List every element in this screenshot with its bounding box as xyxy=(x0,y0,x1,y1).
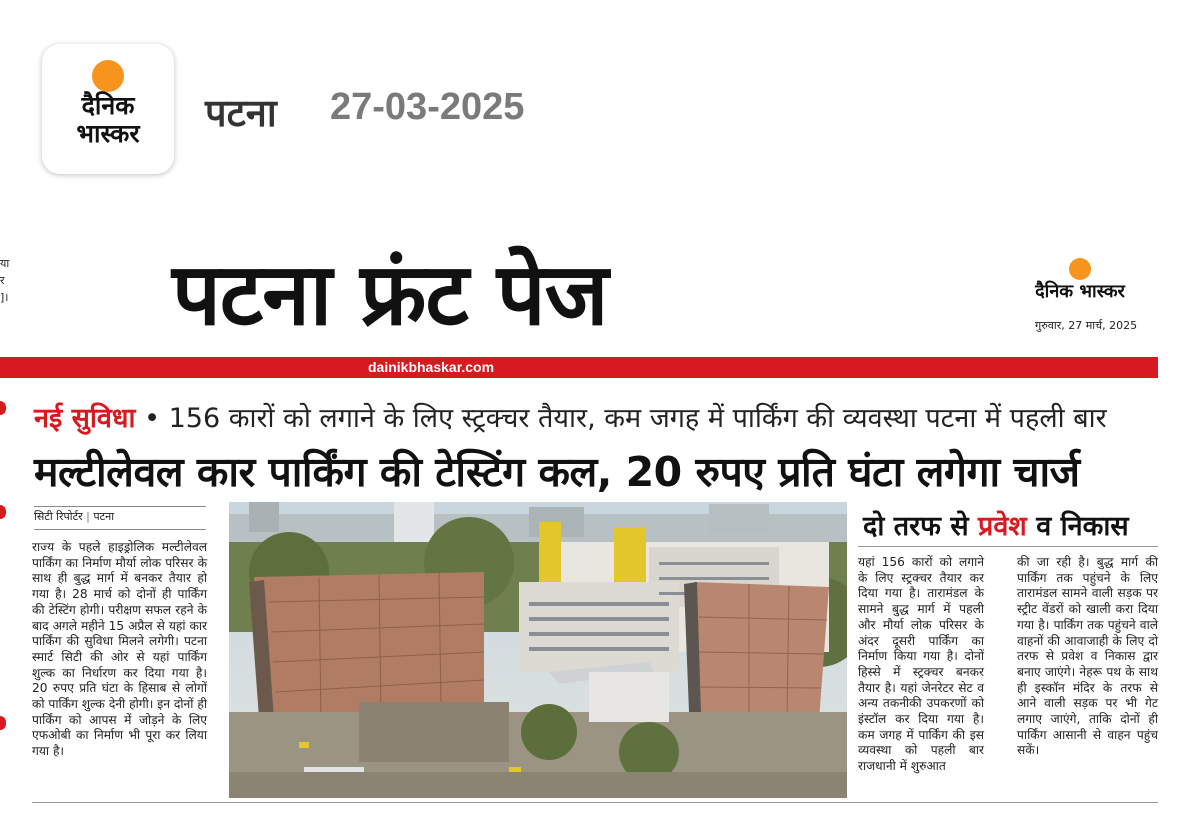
left-margin-text xyxy=(0,255,12,306)
byline xyxy=(34,506,206,524)
kicker-bullet: • xyxy=(144,403,161,434)
red-banner xyxy=(0,357,1158,378)
left-margin-line: र xyxy=(0,274,5,287)
byline-separator: | xyxy=(86,510,90,523)
masthead-date: गुरुवार, 27 मार्च, 2025 xyxy=(1035,319,1138,332)
headline: मल्टीलेवल कार पार्किंग की टेस्टिंग कल, 20 रुपए प्रति घंटा लगेगा चार्ज xyxy=(34,448,1080,496)
left-margin-line: या xyxy=(0,257,10,270)
divider xyxy=(858,546,1158,547)
subhead-pre: दो तरफ से xyxy=(863,511,979,542)
left-margin-line: ]। xyxy=(0,291,9,304)
parking-photo-illustration xyxy=(229,502,847,798)
sun-icon xyxy=(1069,258,1091,280)
sun-icon xyxy=(92,60,124,92)
article-body-left: राज्य के पहले हाइड्रोलिक मल्टीलेवल पार्किंग का निर्माण मौर्या लोक परिसर के साथ ही बुद्ध मार्ग में बनकर तैयार हो गया है। 28 मार्च को दोनों ही पार्किंग की टेस्टिंग होगी। परीक्षण सफल रहने के बाद अगले महीने 15 अप्रैल से यहां कार पार्किंग की सुविधा मिलने लगेगी। पटना स्मार्ट सिटी की ओर से यहां पार्किंग शुल्क का निर्धारण कर दिया गया है। 20 रुपए प्रति घंटा के हिसाब से लोगों को पार्किंग शुल्क देनी होगी। इन दोनों ही पार्किंग को आपस में जोड़ने के लिए एफओबी का निर्माण भी पूरा कर लिया गया है। xyxy=(32,540,207,759)
site-url[interactable]: dainikbhaskar.com xyxy=(368,359,495,375)
divider xyxy=(34,529,206,530)
parking-photo xyxy=(229,502,847,798)
byline-reporter: सिटी रिपोर्टर xyxy=(34,510,83,523)
margin-marker xyxy=(0,401,6,415)
subhead-highlight: प्रवेश xyxy=(978,511,1027,542)
kicker-text: 156 कारों को लगाने के लिए स्ट्रक्चर तैयार, कम जगह में पार्किंग की व्यवस्था पटना में पहली बार xyxy=(168,403,1107,434)
app-logo[interactable] xyxy=(42,44,174,174)
article-body-middle: यहां 156 कारों को लगाने के लिए स्ट्रक्चर तैयार कर दिया गया है। तारामंडल के सामने बुद्ध मार्ग में पहली और मौर्या लोक परिसर के अंदर दूसरी पार्किंग का निर्माण किया गया है। दोनों हिस्से में स्ट्रक्चर बनकर तैयार है। यहां जेनरेटर सेट व अन्य तकनीकी उपकरणों को इंस्टॉल कर दिया गया है। कम जगह में पार्किंग की इस व्यवस्था को पहली बार राजधानी में शुरुआत xyxy=(858,555,984,774)
divider xyxy=(32,802,1158,803)
edition-date: 27-03-2025 xyxy=(330,86,525,128)
kicker xyxy=(34,398,1107,435)
masthead xyxy=(1005,258,1155,332)
article-body-right: की जा रही है। बुद्ध मार्ग की पार्किंग तक पहुंचने के लिए तारामंडल सामने वाली सड़क पर स्ट्रीट वेंडरों को खाली करा दिया गया है। पार्किंग तक पहुंचने वाले वाहनों की आवाजाही के लिए दो तरफ से प्रवेश व निकास द्वार बनाए जाएंगे। नेहरू पथ के साथ ही इस्कॉन मंदिर के तरफ से आने वाली सड़क पर भी गेट लगाए जाएंगे, ताकि दोनों ही पार्किंग आसानी से वाहन पहुंच सकें। xyxy=(1017,555,1158,758)
page-title: पटना फ्रंट पेज xyxy=(172,245,608,345)
logo-line1: दैनिक xyxy=(81,91,135,120)
subhead-post: व निकास xyxy=(1026,511,1129,542)
kicker-label: नई सुविधा xyxy=(34,403,136,434)
margin-marker xyxy=(0,716,6,730)
subheadline xyxy=(863,506,1129,543)
logo-line2: भास्कर xyxy=(76,119,140,148)
byline-city: पटना xyxy=(93,510,115,523)
margin-marker xyxy=(0,505,6,519)
masthead-name: दैनिक भास्कर xyxy=(1035,281,1125,302)
edition-city: पटना xyxy=(205,91,277,135)
